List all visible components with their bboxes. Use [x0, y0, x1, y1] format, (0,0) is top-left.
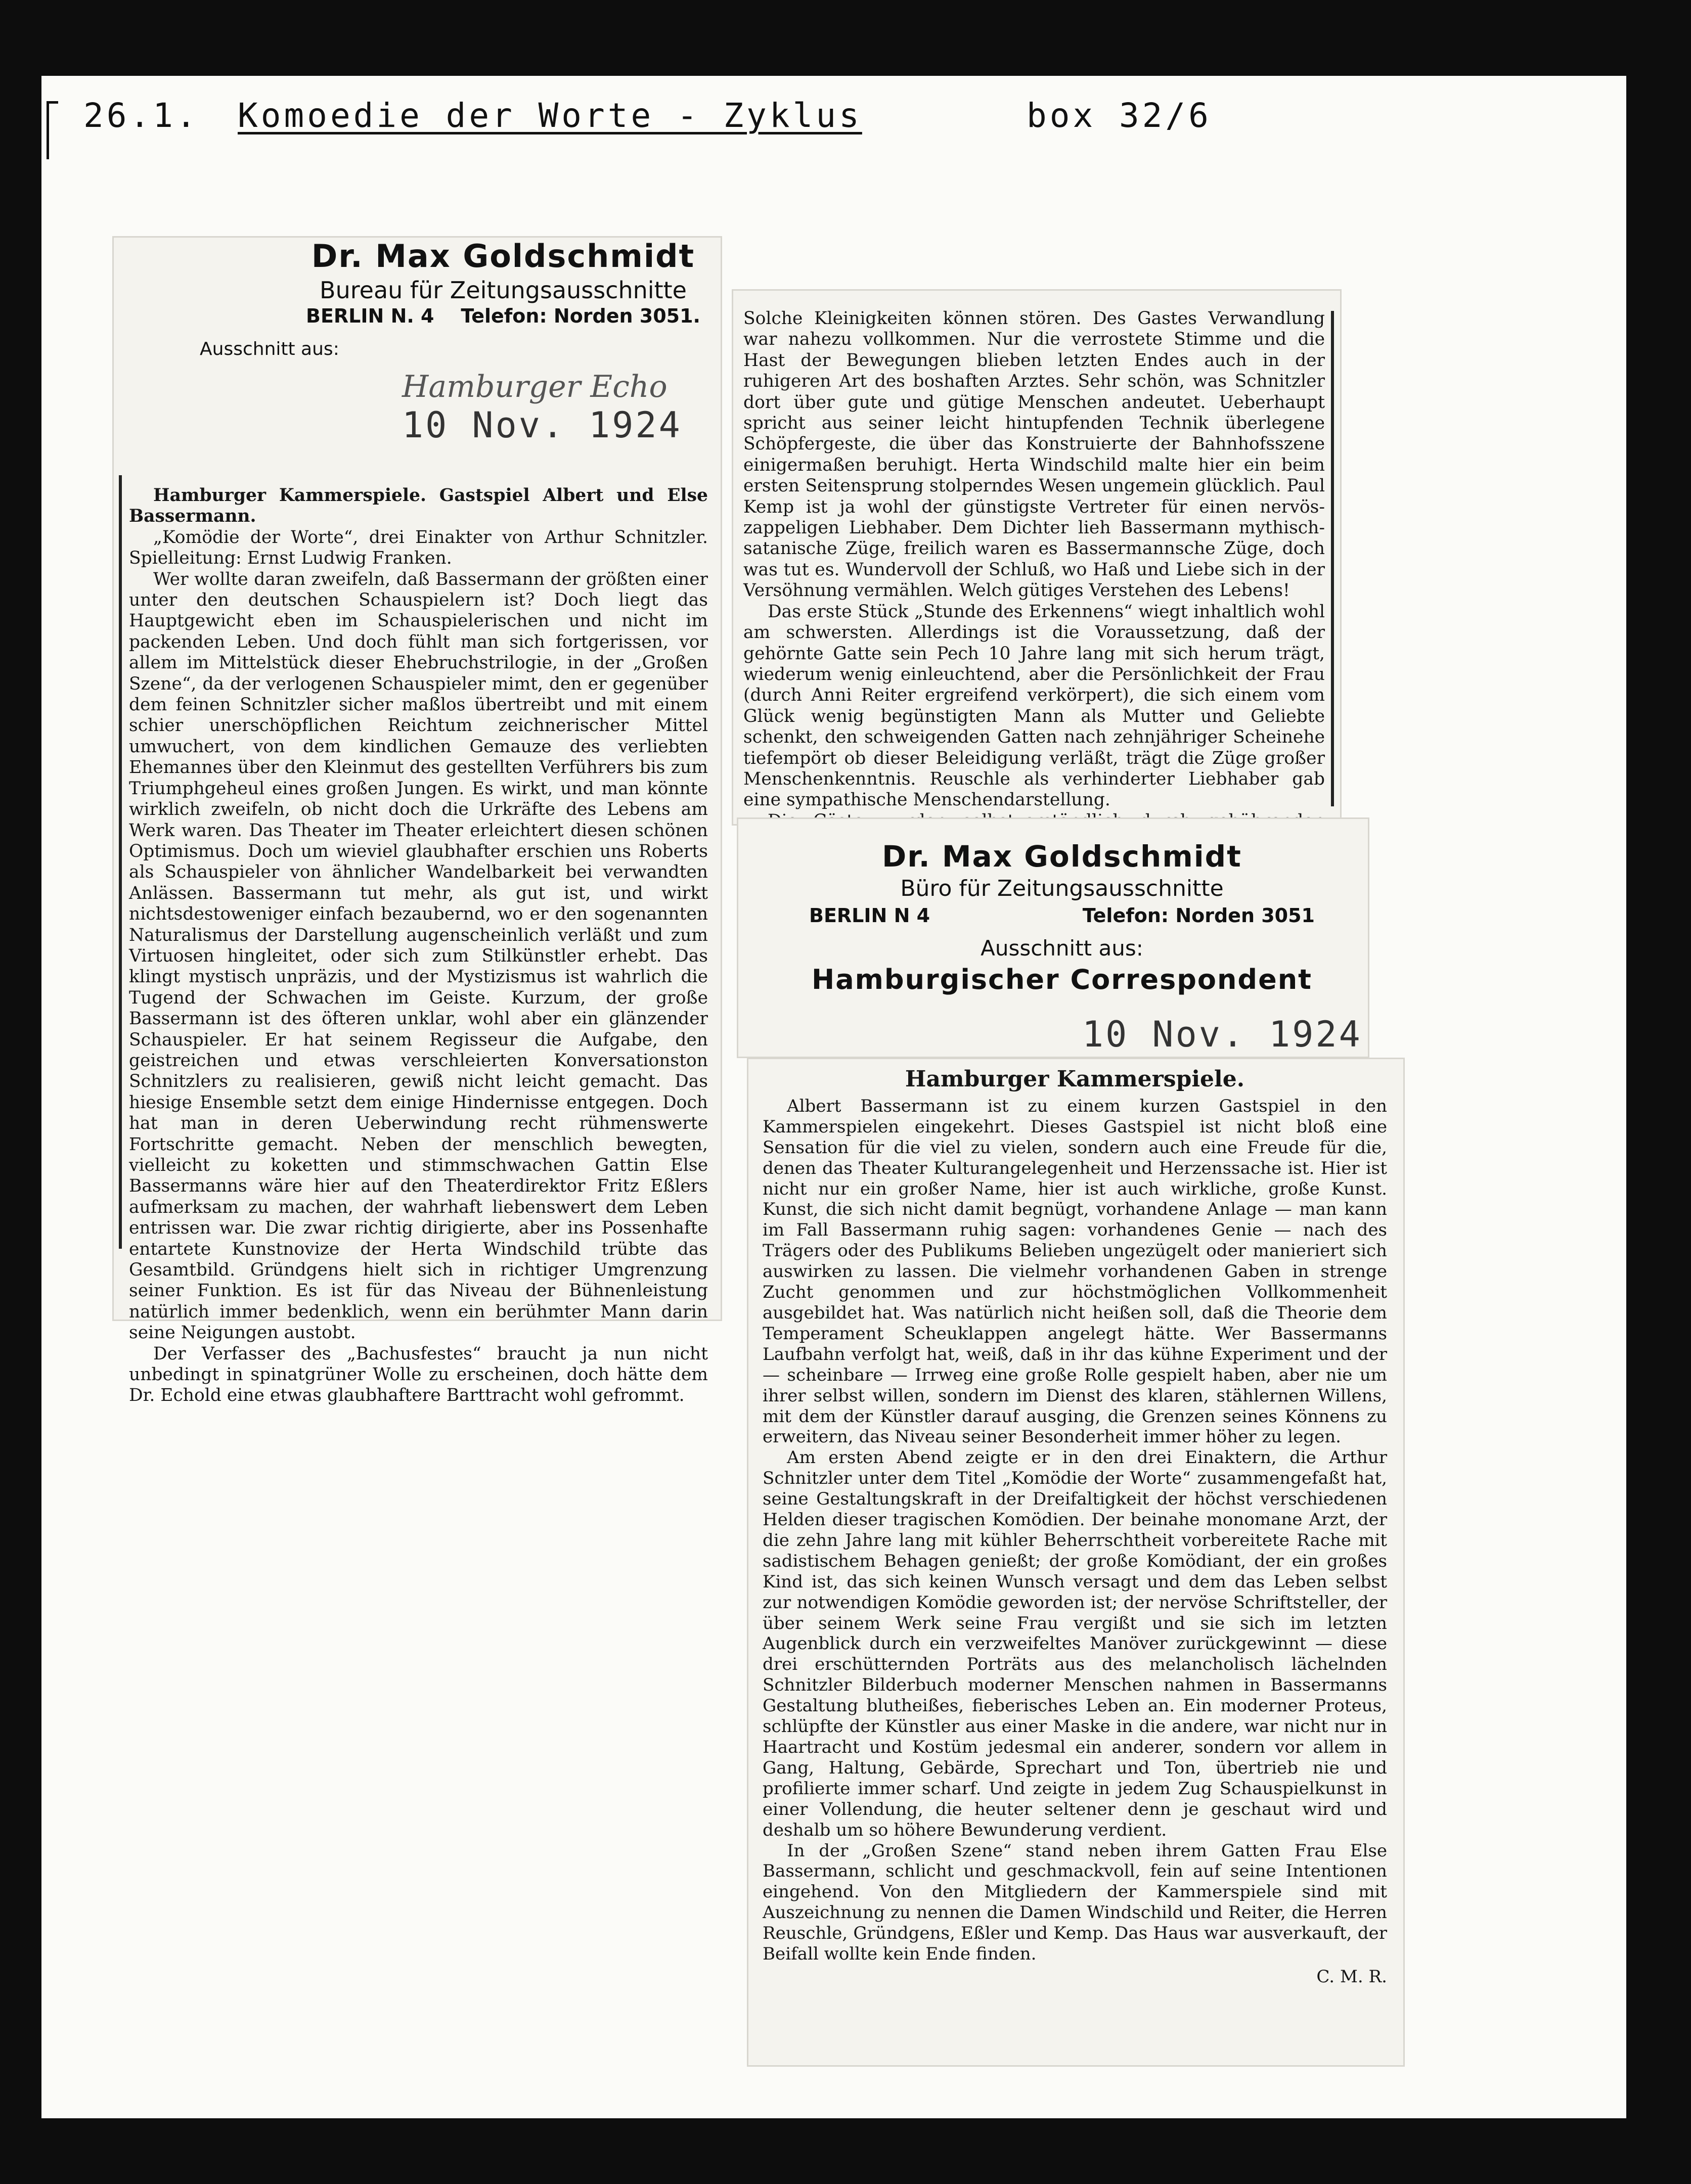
header-number: 26.1. [83, 96, 199, 135]
stamp-name: Dr. Max Goldschmidt [882, 839, 1242, 874]
stamp-city: BERLIN N 4 [809, 904, 930, 927]
article-hamburger-echo [129, 485, 708, 1406]
header-box: box 32/6 [1027, 96, 1212, 135]
stamp-phone: Telefon: Norden 3051 [1082, 904, 1315, 927]
clipping-hamburger-echo [114, 238, 721, 1406]
stamp-name: Dr. Max Goldschmidt [311, 238, 695, 275]
article-subhead: „Komödie der Worte“, drei Einakter von Arthur Schnitzler. Spielleitung: Ernst Ludwig Franken. [129, 527, 708, 569]
column-rule [1331, 311, 1334, 806]
article-paragraph: Am ersten Abend zeigte er in den drei Einaktern, die Arthur Schnitzler unter dem Titel „Komödie der Worte“ zusammengefaßt hat, seine Gestaltungskraft in der Dreifaltigkeit der höchst verschiedenen Helden dieser tragischen Komödien. Der beinahe monomane Arzt, der die zehn Jahre lang mit kühler Beherrschtheit vorbereitete Rache mit sadistischem Behagen genießt; der große Komödiant, der ein großes Kind ist, das sich keinen Wunsch versagt und dem das Leben selbst zur notwendigen Komödie geworden ist; der nervöse Schriftsteller, der über seinem Werk seine Frau vergißt und sie sich im letzten Augenblick durch ein verzweifeltes Manöver zurückgewinnt — diese drei erschütternden Porträts aus des melancholisch lächelnden Schnitzler Bilderbuch moderner Menschen nahmen in Bassermanns Gestaltung blutheißes, fieberisches Leben an. Ein moderner Proteus, schlüpfte der Künstler aus einer Maske in die andere, war nicht nur in Haartracht und Kostüm jedesmal ein anderer, sondern vor allem in Gang, Haltung, Gebärde, Sprechart und Ton, übertrieb nie und profilierte immer scharf. Und zeigte in jedem Zug Schauspielkunst in einer Vollendung, die heuter seltener denn je geschaut wird und deshalb um so höhere Bewunderung verdient. [763, 1447, 1387, 1840]
ausschnitt-label: Ausschnitt aus: [200, 339, 339, 359]
clipping-continuation [733, 291, 1340, 824]
stamp-bureau: Büro für Zeitungsausschnitte [900, 876, 1224, 901]
article-paragraph: Solche Kleinigkeiten können stören. Des Gastes Verwandlung war nahezu vollkommen. Nur die verrostete Stimme und die Hast der Bewegungen blieben letzten Endes auch in der ruhigeren Art des boshaften Arztes. Sehr schön, was Schnitzler dort über gute und gütige Menschen andeutet. Ueberhaupt spricht aus seiner leicht hintupfenden Technik überlegene Schöpfergeste, die über das Konstruierte der Bahnhofsszene einigermaßen beruhigt. Herta Windschild malte hier ein beim ersten Seitensprung stolperndes Wesen ungemein glücklich. Paul Kemp ist ja wohl der günstigste Vertreter für einen nervös-zappeligen Liebhaber. Dem Dichter lieh Bassermann mythisch-satanische Züge, freilich waren es Bassermannsche Züge, doch was tut es. Wundervoll der Schluß, wo Haß und Liebe sich in der Versöhnung vermählen. Welch gütiges Verstehen des Lebens! [743, 308, 1325, 601]
clipping-correspondent-article [748, 1059, 1403, 2065]
clipping-stamp [306, 238, 700, 327]
column-rule [119, 475, 122, 1249]
date-stamp: 10 Nov. 1924 [1082, 1014, 1362, 1055]
stamp-contact-row [809, 904, 1315, 927]
article-paragraph: Wer wollte daran zweifeln, daß Bassermann der größten einer unter den deutschen Schauspielern ist? Doch liegt das Hauptgewicht eben im Schauspielerischen und nicht im packenden Leben. Und doch fühlt man sich fortgerissen, vor allem im Mittelstück dieser Ehebruchstrilogie, in der „Großen Szene“, da der verlogenen Schauspieler mimt, den er gegenüber dem feinen Schnitzler sicher maßlos übertreibt und mit einem schier unerschöpflichen Reichtum zeichnerischer Mittel umwuchert, von dem kindlichen Gemauze des verliebten Ehemannes über den Kleinmut des gestellten Verführers bis zum Triumphgeheul eines großen Jungen. Es wirkt, und man könnte wirklich zweifeln, ob nicht doch die Urkräfte des Lebens am Werk waren. Das Theater im Theater erleichtert diesen schönen Optimismus. Doch um wieviel glaubhafter erschien uns Roberts als Schauspieler von ähnlicher Wandelbarkeit bei verwandten Anlässen. Bassermann tut mehr, als gut ist, und wirkt nichtsdestoweniger einfach bezaubernd, wo er den sogenannten Naturalismus der Darstellung augenscheinlich verläßt und zum Virtuosen hingleitet, oder sich zum Stilkünstler erhebt. Das klingt mystisch unpräzis, und der Mystizismus ist wahrlich die Tugend der Schwachen im Geiste. Kurzum, der große Bassermann ist des öfteren unklar, wohl aber ein glänzender Schauspieler. Er hat seinem Regisseur die Aufgabe, den geistreichen und etwas verschleierten Konversationston Schnitzlers zu realisieren, gewiß nicht leicht gemacht. Das hiesige Ensemble setzt dem einige Hindernisse entgegen. Doch hat man in deren Ueberwindung recht rühmenswerte Fortschritte gemacht. Neben der menschlich bewegten, vielleicht zu koketten und stimmschwachen Gattin Else Bassermanns wäre hier auf den Theaterdirektor Fritz Eßlers aufmerksam zu machen, der wahrhaft liebenswert dem Leben entrissen war. Die zwar richtig dirigierte, aber ins Possenhafte entartete Kunstnovize der Herta Windschild trübte das Gesamtbild. Gründgens hielt sich in richtiger Umgrenzung seiner Funktion. Es ist für das Niveau der Bühnenleistung natürlich immer bedenklich, wenn ein berühmter Mann darin seine Neigungen austobt. [129, 569, 708, 1343]
date-stamp: 10 Nov. 1924 [402, 404, 682, 446]
clipping-correspondent-stamp [738, 819, 1368, 1057]
header-bracket [47, 101, 58, 159]
article-headline: Hamburger Kammerspiele. Gastspiel Albert und Else Bassermann. [129, 485, 708, 527]
article-paragraph: Das erste Stück „Stunde des Erkennens“ wiegt inhaltlich wohl am schwersten. Allerdings ist die Voraussetzung, daß der gehörnte Gatte sein Pech 10 Jahre lang mit sich herum trägt, wiederum wenig einleuchtend, aber die Persönlichkeit der Frau (durch Anni Reiter ergreifend verkörpert), die sich einem vom Glück wenig begünstigten Mann als Mutter und Geliebte schenkt, den schweigenden Gatten nach zehnjähriger Scheinehe tiefempört ob dieser Beleidigung verläßt, trägt die Züge großer Menschenkenntnis. Reuschle als verhinderter Liebhaber gab eine sympathische Menschendarstellung. [743, 601, 1325, 810]
article-signature: C. M. R. [1316, 1966, 1387, 1987]
article-paragraph: In der „Großen Szene“ stand neben ihrem Gatten Frau Else Bassermann, schlicht und geschmackvoll, fein auf seine Intentionen eingehend. Von den Mitgliedern der Kammerspiele sind mit Auszeichnung zu nennen die Damen Windschild und Reiter, die Herren Reuschle, Gründgens, Eßler und Kemp. Das Haus war ausverkauft, der Beifall wollte kein Ende finden. [763, 1840, 1387, 1965]
article-correspondent [763, 1066, 1387, 1987]
article-continuation [743, 308, 1325, 853]
stamp-city: BERLIN N. 4 [306, 305, 434, 327]
source-name: Hamburgischer Correspondent [812, 964, 1312, 995]
article-paragraph: Albert Bassermann ist zu einem kurzen Gastspiel in den Kammerspielen eingekehrt. Dieses Gastspiel ist nicht bloß eine Sensation für die viel zu vielen, sondern auch eine Freude für die, denen das Theater Kulturangelegenheit und Herzenssache ist. Hier ist nicht nur ein großer Name, hier ist auch wirkliche, große Kunst. Kunst, die sich nicht damit begnügt, vorhandene Anlage — man kann im Fall Bassermann ruhig sagen: vorhandenes Genie — nach des Trägers oder des Publikums Belieben ungezügelt oder manieriert sich auswirken zu lassen. Die vielmehr vorhandenen Gaben in strenge Zucht genommen und zur höchstmöglichen Vollkommenheit ausgebildet hat. Was natürlich nicht heißen soll, daß die Theorie dem Temperament Scheuklappen angelegt hätte. Wer Bassermanns Laufbahn verfolgt hat, weiß, daß in ihr das kühne Experiment und der — scheinbare — Irrweg eine große Rolle gespielt haben, aber nie um ihrer selbst willen, sondern im Dienst des klaren, stählernen Willens, mit dem der Künstler darauf ausging, die Grenzen seines Könnens zu erweitern, das Niveau seiner Besonderheit immer höher zu legen. [763, 1096, 1387, 1447]
header-title: Komoedie der Worte - Zyklus [238, 96, 862, 135]
ausschnitt-label: Ausschnitt aus: [981, 936, 1143, 961]
stamp-bureau: Bureau für Zeitungsausschnitte [320, 277, 687, 304]
article-title: Hamburger Kammerspiele. [905, 1066, 1245, 1092]
stamp-phone: Telefon: Norden 3051. [461, 305, 700, 327]
article-paragraph: Der Verfasser des „Bachusfestes“ braucht ja nun nicht unbedingt in spinatgrüner Wolle zu erscheinen, doch hätte dem Dr. Echold eine etwas glaubhaftere Barttracht wohl gefrommt. [129, 1343, 708, 1406]
source-stamp: Hamburger Echo [402, 369, 668, 404]
clipping-stamp [809, 839, 1315, 995]
stamp-contact-row [306, 305, 700, 327]
